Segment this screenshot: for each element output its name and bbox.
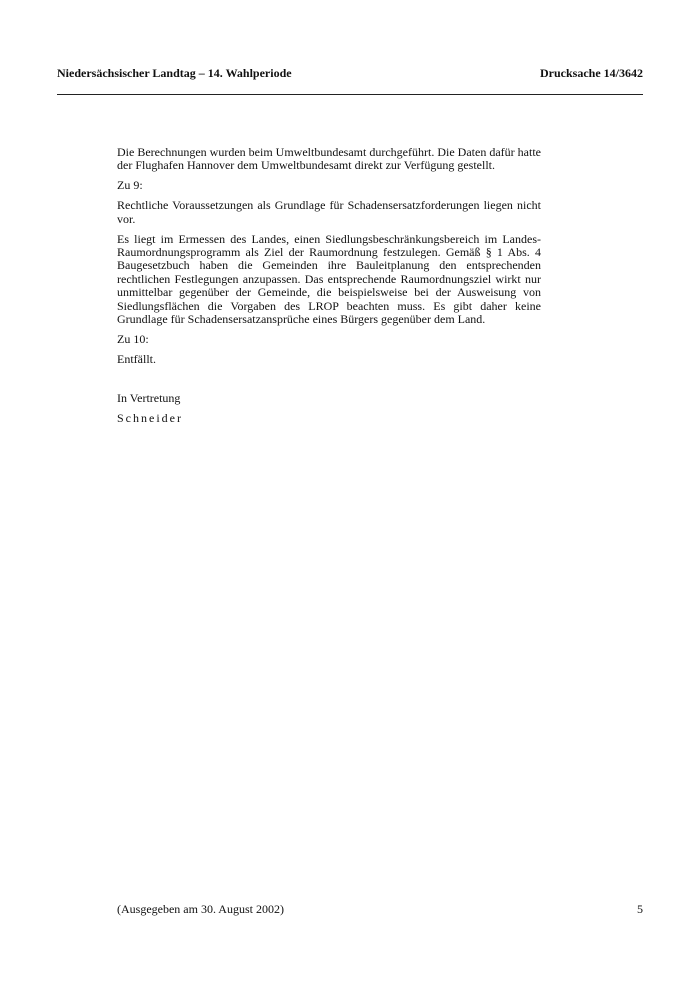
- heading-zu-9: Zu 9:: [117, 178, 143, 193]
- document-body: [117, 146, 541, 432]
- paragraph-discretion: Es liegt im Ermessen des Landes, einen Siedlungsbeschränkungsbereich im Landes-Raumordnungsprogramm als Ziel der Raumordnung festzulegen. Gemäß § 1 Abs. 4 Baugesetzbuch haben die Gemeinden ihre Bauleitplanung den entsprechenden rechtlichen Festlegungen anzupassen. Das entsprechende Raumordnungsziel wirkt nur unmittelbar gegenüber der Gemeinde, die beispielsweise bei der Ausweisung von Siedlungsflächen die Vorgaben des LROP beachten muss. Es gibt daher keine Grundlage für Schadensersatzansprüche eines Bürgers gegenüber dem Land.: [117, 231, 541, 326]
- paragraph-not-applicable: Entfällt.: [117, 351, 156, 366]
- page-header: [57, 66, 643, 80]
- page-footer: [117, 902, 643, 916]
- paragraph-legal-requirements: Rechtliche Voraussetzungen als Grundlage für Schadensersatzforderungen liegen nicht vor.: [117, 198, 541, 226]
- header-title: Niedersächsischer Landtag – 14. Wahlperiode: [57, 66, 292, 80]
- issue-date: (Ausgegeben am 30. August 2002): [117, 902, 284, 916]
- document-number: Drucksache 14/3642: [540, 66, 643, 80]
- header-rule: [57, 94, 643, 95]
- paragraph-calculations: Die Berechnungen wurden beim Umweltbundesamt durchgeführt. Die Daten dafür hatte der Flughafen Hannover dem Umweltbundesamt direkt zur Verfügung gestellt.: [117, 145, 541, 173]
- heading-zu-10: Zu 10:: [117, 331, 149, 346]
- signer-name: Schneider: [117, 411, 183, 426]
- signature-prefix: In Vertretung: [117, 391, 181, 406]
- page-number: 5: [637, 902, 643, 916]
- signature-block: [117, 392, 541, 425]
